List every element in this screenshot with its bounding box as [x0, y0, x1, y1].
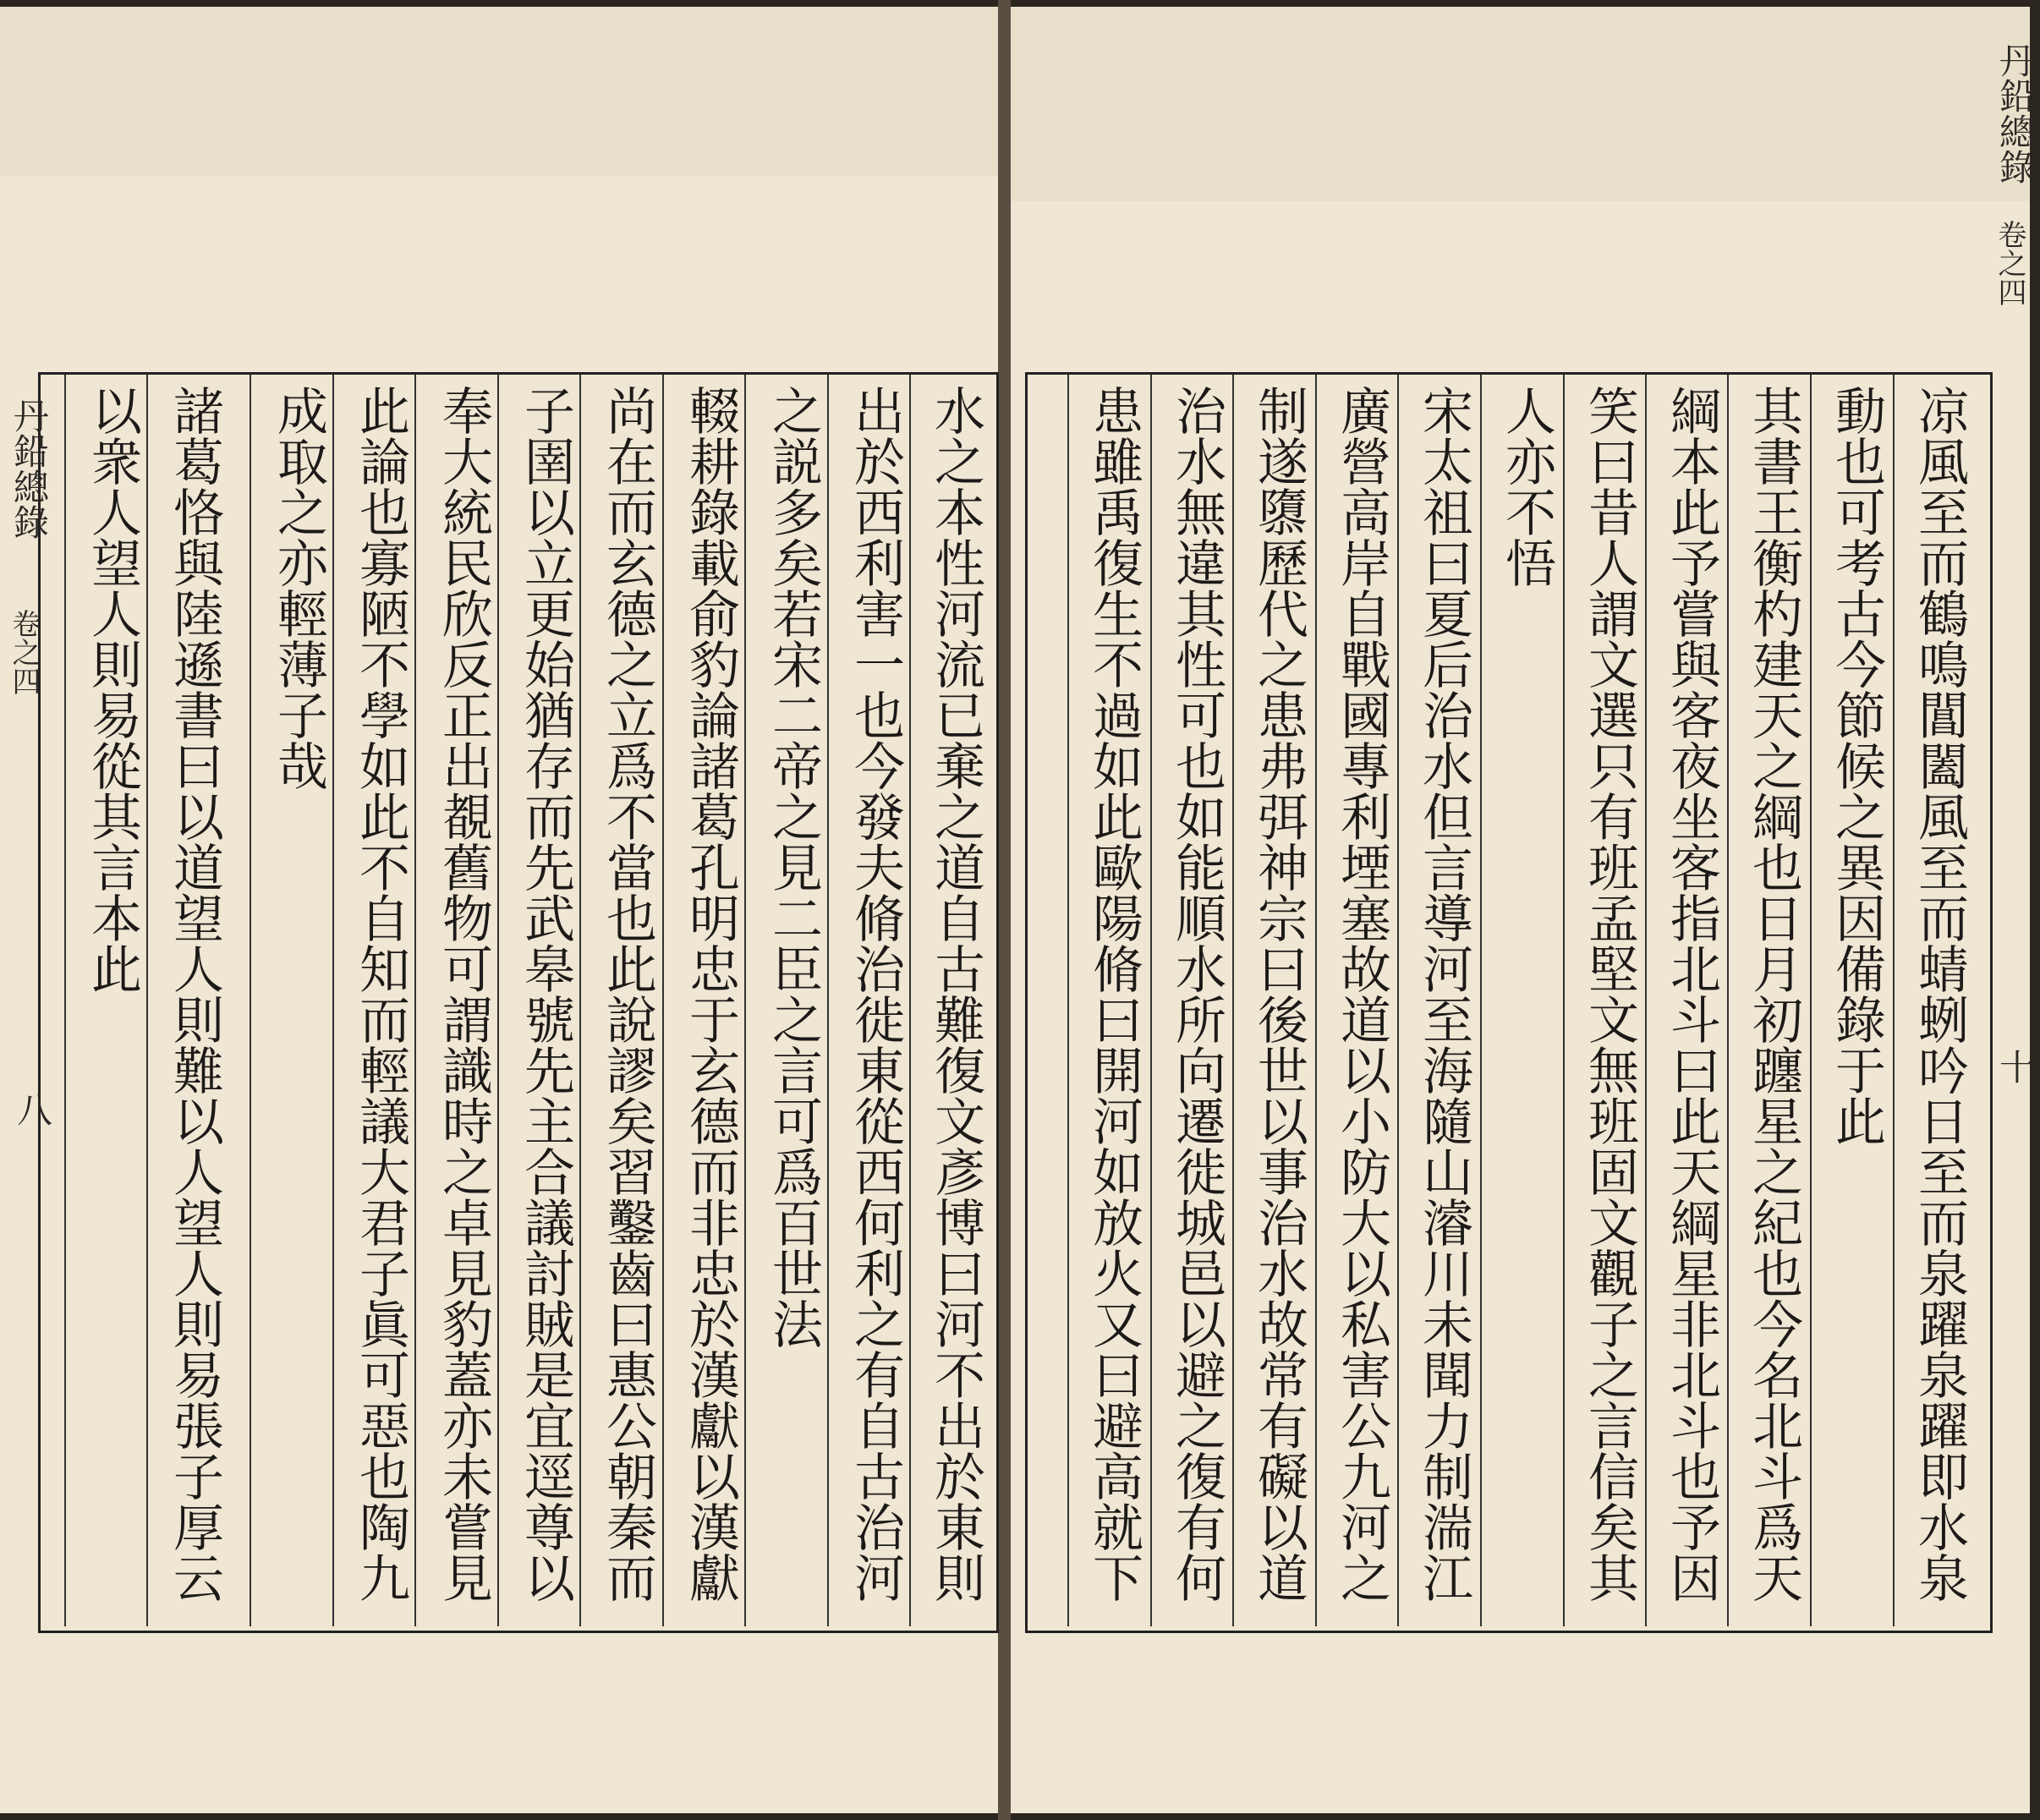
- column-rule: [909, 375, 911, 1626]
- column-rule: [662, 375, 664, 1626]
- left-column: 出於西利害一也今發夫脩治徙東從西何利之有自古治河: [846, 385, 905, 1603]
- right-margin-section: 卷之四: [1993, 220, 2026, 306]
- left-margin-title: 丹鉛總錄: [8, 397, 50, 540]
- left-column: 子圉以立更始猶存而先武皋號先主合議討賊是宜逕尊以: [516, 385, 575, 1603]
- column-rule: [827, 375, 829, 1626]
- right-column: 人亦不悟: [1497, 385, 1556, 588]
- right-column: 廣營高岸自戰國專利堙塞故道以小防大以私害公九河之: [1332, 385, 1391, 1603]
- right-margin-title: 丹鉛總錄: [1994, 42, 2036, 184]
- left-column: 成取之亦輕薄子哉: [269, 385, 328, 791]
- left-column: 此論也寡陋不學如此不自知而輕議大君子眞可惡也陶九: [351, 385, 410, 1603]
- left-column: 水之本性河流已棄之道自古難復文彥博曰河不出於東則: [926, 385, 985, 1603]
- book-gutter: [998, 0, 1011, 1820]
- right-column: 動也可考古今節候之異因備錄于此: [1827, 385, 1886, 1146]
- column-rule: [1480, 375, 1482, 1626]
- column-rule: [1150, 375, 1152, 1626]
- column-rule: [146, 375, 148, 1626]
- column-rule: [1067, 375, 1069, 1626]
- right-margin-page: 十: [1994, 1049, 2036, 1084]
- column-rule: [414, 375, 416, 1626]
- column-rule: [64, 375, 66, 1626]
- column-rule: [579, 375, 581, 1626]
- column-rule: [1315, 375, 1317, 1626]
- column-rule: [1232, 375, 1234, 1626]
- left-column: 諸葛恪與陸遜書曰以道望人則難以人望人則易張子厚云: [165, 385, 224, 1603]
- right-column: 笑曰昔人謂文選只有班孟堅文無班固文觀子之言信矣其: [1580, 385, 1639, 1603]
- left-margin-page: 八: [12, 1091, 53, 1127]
- column-rule: [250, 375, 251, 1626]
- left-column: 以衆人望人則易從其言本此: [83, 385, 142, 994]
- column-rule: [1645, 375, 1647, 1626]
- left-margin-section: 卷之四: [7, 609, 41, 695]
- right-column: 凉風至而鶴鳴閶闔風至而蜻蛚吟日至而泉躍泉躍即水泉: [1910, 385, 1969, 1603]
- column-rule: [332, 375, 334, 1626]
- left-column: 輟耕錄載俞豹論諸葛孔明忠于玄德而非忠於漢獻以漢獻: [681, 385, 740, 1603]
- column-rule: [1893, 375, 1895, 1626]
- left-column: 奉大統民欣反正出覩舊物可謂識時之卓見豹蓋亦未嘗見: [434, 385, 493, 1603]
- column-rule: [1397, 375, 1399, 1626]
- right-column: 宋太祖曰夏后治水但言導河至海隨山濬川未聞力制湍江: [1414, 385, 1473, 1603]
- column-rule: [1563, 375, 1565, 1626]
- right-column: 綱本此予嘗與客夜坐客指北斗曰此天綱星非北斗也予因: [1662, 385, 1721, 1603]
- column-rule: [1727, 375, 1729, 1626]
- left-column: 尚在而玄德之立爲不當也此說謬矣習鑿齒曰惠公朝秦而: [598, 385, 657, 1603]
- right-column: 治水無違其性可也如能順水所向遷徙城邑以避之復有何: [1167, 385, 1226, 1603]
- right-column: 制遂隳歷代之患弗弭神宗曰後世以事治水故常有礙以道: [1249, 385, 1308, 1603]
- right-column: 其書王衡杓建天之綱也日月初躔星之紀也今名北斗爲天: [1744, 385, 1803, 1603]
- left-column: 之説多矣若宋二帝之見二臣之言可爲百世法: [764, 385, 823, 1349]
- right-column: 患雖禹復生不過如此歐陽脩曰開河如放火又曰避高就下: [1084, 385, 1143, 1603]
- column-rule: [744, 375, 746, 1626]
- column-rule: [1810, 375, 1812, 1626]
- column-rule: [497, 375, 499, 1626]
